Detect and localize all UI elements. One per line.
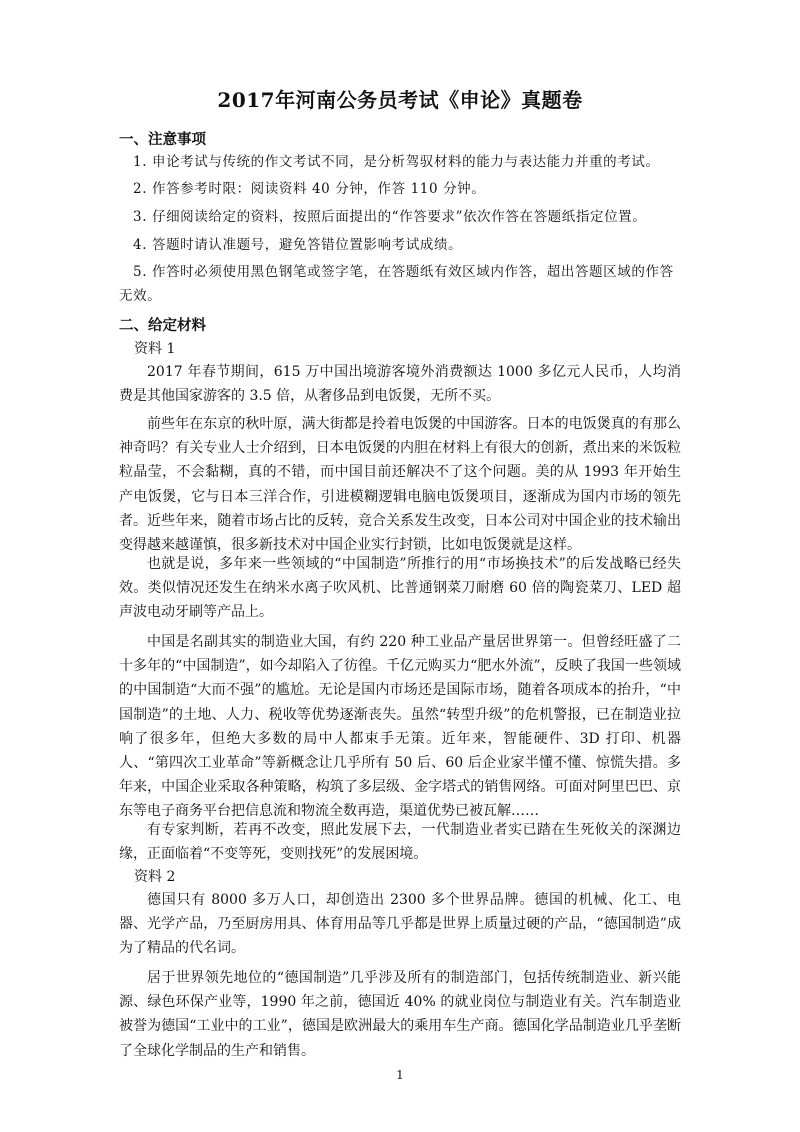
material-2-label: 资料 2	[134, 869, 176, 885]
material-2-paragraph: 德国只有 8000 多万人口，却创造出 2300 多个世界品牌。德国的机械、化工、电器、光学产品，乃至厨房用具、体育用品等几乎都是世界上质量过硬的产品，“德国制造”成为了精品的代名词。	[119, 892, 681, 957]
notice-item-2: 2. 作答参考时限：阅读资料 40 分钟，作答 110 分钟。	[133, 181, 486, 197]
document-title: 2017年河南公务员考试《申论》真题卷	[217, 88, 583, 112]
material-1-paragraph: 2017 年春节期间，615 万中国出境游客境外消费额达 1000 多亿元人民币，人均消费是其他国家游客的 3.5 倍，从奢侈品到电饭煲，无所不买。	[119, 364, 681, 405]
section-heading-notice: 一、注意事项	[119, 131, 206, 148]
material-1-paragraph: 也就是说，多年来一些领域的“中国制造”所推行的用“市场换技术”的后发战略已经失效。类似情况还发生在纳米水离子吹风机、比普通钢菜刀耐磨 60 倍的陶瓷菜刀、LED 超声波电动牙刷等产品上。	[119, 556, 681, 621]
material-1-paragraph: 中国是名副其实的制造业大国，有约 220 种工业品产量居世界第一。但曾经旺盛了二十多年的“中国制造”，如今却陷入了彷徨。千亿元购买力“肥水外流”，反映了我国一些领域的中国制造“大而不强”的尴尬。无论是国内市场还是国际市场，随着各项成本的抬升，“中国制造”的土地、人力、税收等优势逐渐丧失。虽然“转型升级”的危机警报，已在制造业拉响了很多年，但绝大多数的局中人都束手无策。近年来，智能硬件、3D 打印、机器人、“第四次工业革命”等新概念让几乎所有 50 后、60 后企业家半懂不懂、惊慌失措。多年来，中国企业采取各种策略，构筑了多层级、金字塔式的销售网络。可面对阿里巴巴、京东等电子商务平台把信息流和物流全数再造，渠道优势已被瓦解……	[119, 634, 681, 820]
material-2-paragraph: 居于世界领先地位的“德国制造”几乎涉及所有的制造部门，包括传统制造业、新兴能源、绿色环保产业等，1990 年之前，德国近 40% 的就业岗位与制造业有关。汽车制造业被誉为德国“工业中的工业”，德国是欧洲最大的乘用车生产商。德国化学品制造业几乎垄断了全球化学制品的生产和销售。	[119, 970, 681, 1059]
notice-item-4: 4. 答题时请认准题号，避免答错位置影响考试成绩。	[133, 237, 463, 253]
material-1-paragraph: 前些年在东京的秋叶原，满大街都是拎着电饭煲的中国游客。日本的电饭煲真的有那么神奇吗？有关专业人士介绍到，日本电饭煲的内胆在材料上有很大的创新，煮出来的米饭粒粒晶莹，不会黏糊，真的不错，而中国目前还解决不了这个问题。美的从 1993 年开始生产电饭煲，它与日本三洋合作，引进模糊逻辑电脑电饭煲项目，逐渐成为国内市场的领先者。近些年来，随着市场占比的反转，竞合关系发生改变，日本公司对中国企业的技术输出变得越来越谨慎，很多新技术对中国企业实行封锁，比如电饭煲就是这样。	[119, 416, 681, 554]
notice-item-1: 1. 申论考试与传统的作文考试不同，是分析驾驭材料的能力与表达能力并重的考试。	[133, 154, 660, 170]
section-heading-materials: 二、给定材料	[119, 317, 206, 334]
material-1-label: 资料 1	[134, 341, 176, 357]
notice-item-3: 3. 仔细阅读给定的资料，按照后面提出的“作答要求”依次作答在答题纸指定位置。	[133, 209, 647, 225]
material-1-paragraph: 有专家判断，若再不改变，照此发展下去，一代制造业者实已踏在生死攸关的深渊边缘，正面临着“不变等死，变则找死”的发展困境。	[119, 822, 681, 863]
notice-item-5: 5. 作答时必须使用黑色钢笔或签字笔，在答题纸有效区域内作答，超出答题区域的作答无效。	[119, 264, 674, 304]
page-number: 1	[396, 1068, 404, 1082]
